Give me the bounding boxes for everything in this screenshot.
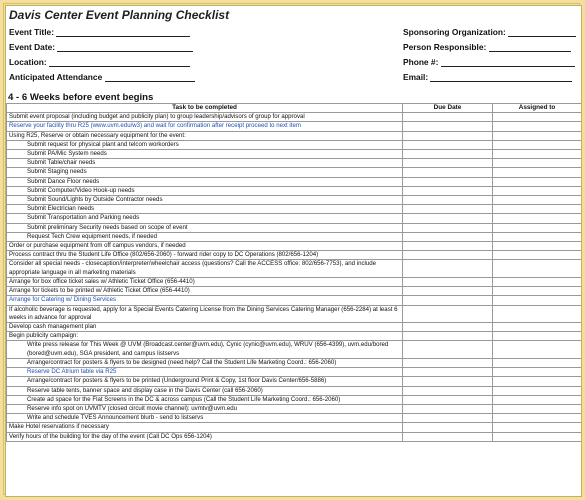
task-cell: Order or purchase equipment from off campus vendors, if needed: [7, 242, 403, 251]
task-link[interactable]: Reserve DC Atrium table via R25: [7, 368, 403, 377]
due-date-cell[interactable]: [403, 341, 493, 359]
due-date-cell[interactable]: [403, 131, 493, 140]
task-cell: Reserve info spot on UVMTV (closed circuit movie channel): uvmtv@uvm.edu: [7, 404, 403, 413]
task-link[interactable]: Arrange for Catering w/ Dining Services: [7, 296, 403, 305]
table-row: [7, 223, 582, 232]
task-cell: Arrange/contract for posters & flyers to be printed (Underground Print & Copy, 1st floor Davis Center/656-5886): [7, 377, 403, 386]
assigned-to-cell[interactable]: [493, 368, 582, 377]
assigned-to-cell[interactable]: [493, 177, 582, 186]
assigned-to-cell[interactable]: [493, 122, 582, 131]
table-row: [7, 159, 582, 168]
table-row: [7, 214, 582, 223]
assigned-to-cell[interactable]: [493, 196, 582, 205]
task-cell: Verify hours of the building for the day of the event (Call DC Ops 656-1204): [7, 432, 403, 441]
due-date-cell[interactable]: [403, 242, 493, 251]
field-line: [430, 73, 572, 82]
task-cell: Using R25, Reserve or obtain necessary equipment for the event:: [7, 131, 403, 140]
due-date-cell[interactable]: [403, 305, 493, 323]
task-cell: Submit Electrician needs: [7, 205, 403, 214]
field-label: Event Date:: [9, 42, 56, 52]
assigned-to-cell[interactable]: [493, 305, 582, 323]
table-row: [7, 323, 582, 332]
assigned-to-cell[interactable]: [493, 432, 582, 441]
table-row: [7, 395, 582, 404]
table-row: [7, 196, 582, 205]
assigned-to-cell[interactable]: [493, 296, 582, 305]
assigned-to-cell[interactable]: [493, 131, 582, 140]
task-cell: Arrange for box office ticket sales w/ Athletic Ticket Office (656-4410): [7, 277, 403, 286]
table-row: [7, 277, 582, 286]
task-cell: Make Hotel reservations if necessary: [7, 423, 403, 432]
sponsoring-organization-field[interactable]: [403, 27, 576, 37]
assigned-to-cell[interactable]: [493, 404, 582, 413]
due-date-cell[interactable]: [403, 232, 493, 241]
assigned-to-cell[interactable]: [493, 323, 582, 332]
task-cell: Submit PA/Mic System needs: [7, 150, 403, 159]
assigned-to-cell[interactable]: [493, 260, 582, 278]
task-cell: Write and schedule TVES Announcement blurb - send to listservs: [7, 414, 403, 423]
due-date-cell[interactable]: [403, 404, 493, 413]
task-link[interactable]: Reserve your facility thru R25 (www.uvm.edu/w3) and wait for confirmation after receipt proceed to next item: [7, 122, 403, 131]
assigned-to-cell[interactable]: [493, 277, 582, 286]
due-date-cell[interactable]: [403, 414, 493, 423]
table-row: [7, 368, 582, 377]
field-line: [57, 43, 193, 52]
table-row: [7, 358, 582, 367]
location-field[interactable]: [9, 57, 190, 67]
table-row: [7, 205, 582, 214]
email-field[interactable]: [403, 72, 572, 82]
due-date-cell[interactable]: [403, 205, 493, 214]
assigned-to-cell[interactable]: [493, 386, 582, 395]
table-row: [7, 260, 582, 278]
assigned-to-cell[interactable]: [493, 341, 582, 359]
task-cell: Develop cash management plan: [7, 323, 403, 332]
assigned-to-cell[interactable]: [493, 377, 582, 386]
field-label: Phone #:: [403, 57, 439, 67]
field-label: Email:: [403, 72, 429, 82]
task-cell: Arrange for tickets to be printed w/ Athletic Ticket Office (656-4410): [7, 287, 403, 296]
table-header-row: [7, 104, 582, 113]
due-date-cell[interactable]: [403, 186, 493, 195]
task-cell: Submit request for physical plant and telcom workorders: [7, 140, 403, 149]
table-row: [7, 423, 582, 432]
field-line: [56, 28, 190, 37]
due-date-cell[interactable]: [403, 113, 493, 122]
due-date-cell[interactable]: [403, 358, 493, 367]
task-cell: Write press release for This Week @ UVM (Broadcast.center@uvm.edu), Cynic (cynic@uvm.edu), WRUV (656-4399), uvm.edu/bored (bored@uvm.edu), SGA president, and campus listservs: [7, 341, 403, 359]
assigned-to-cell[interactable]: [493, 168, 582, 177]
assigned-to-cell[interactable]: [493, 423, 582, 432]
table-row: [7, 113, 582, 122]
due-date-cell[interactable]: [403, 287, 493, 296]
due-date-cell[interactable]: [403, 377, 493, 386]
event-date-field[interactable]: [9, 42, 193, 52]
section-heading: 4 - 6 Weeks before event begins: [8, 92, 154, 103]
due-date-cell[interactable]: [403, 223, 493, 232]
table-row: [7, 186, 582, 195]
task-cell: Request Tech Crew equipment needs, if needed: [7, 232, 403, 241]
task-cell: Submit Computer/Video Hook-up needs: [7, 186, 403, 195]
event-title-field[interactable]: [9, 27, 190, 37]
table-row: [7, 386, 582, 395]
field-label: Anticipated Attendance: [9, 72, 103, 82]
due-date-cell[interactable]: [403, 423, 493, 432]
due-date-cell[interactable]: [403, 177, 493, 186]
due-date-cell[interactable]: [403, 251, 493, 260]
assigned-to-cell[interactable]: [493, 159, 582, 168]
checklist-sheet: [5, 5, 582, 497]
assigned-to-column-header: Assigned to: [493, 104, 582, 113]
task-table: [6, 103, 582, 442]
table-row: [7, 131, 582, 140]
due-date-cell[interactable]: [403, 368, 493, 377]
task-column-header: Task to be completed: [7, 104, 403, 113]
anticipated-attendance-field[interactable]: [9, 72, 195, 82]
field-line: [49, 58, 190, 67]
assigned-to-cell[interactable]: [493, 113, 582, 122]
table-row: [7, 332, 582, 341]
task-cell: Create ad space for the Flat Screens in the DC & across campus (Call the Student Life Marketing Coord.: 656-2060): [7, 395, 403, 404]
due-date-cell[interactable]: [403, 214, 493, 223]
table-row: [7, 168, 582, 177]
task-cell: Consider all special needs - closecaption/interpreter/wheelchair access (questions? Call the ACCESS office: 802/656-7753), and include appropriate language in all marketing materials: [7, 260, 403, 278]
assigned-to-cell[interactable]: [493, 214, 582, 223]
task-cell: Arrange/contract for posters & flyers to be designed (need help? Call the Student Life Marketing Coord.: 656-2060): [7, 358, 403, 367]
table-row: [7, 377, 582, 386]
table-row: [7, 404, 582, 413]
assigned-to-cell[interactable]: [493, 242, 582, 251]
table-row: [7, 150, 582, 159]
field-label: Location:: [9, 57, 47, 67]
task-cell: Submit Transportation and Parking needs: [7, 214, 403, 223]
assigned-to-cell[interactable]: [493, 358, 582, 367]
page-title: Davis Center Event Planning Checklist: [9, 8, 230, 22]
assigned-to-cell[interactable]: [493, 186, 582, 195]
person-responsible-field[interactable]: [403, 42, 571, 52]
assigned-to-cell[interactable]: [493, 287, 582, 296]
task-cell: Submit Sound/Lights by Outside Contractor needs: [7, 196, 403, 205]
due-date-column-header: Due Date: [403, 104, 493, 113]
due-date-cell[interactable]: [403, 296, 493, 305]
table-row: [7, 140, 582, 149]
due-date-cell[interactable]: [403, 260, 493, 278]
table-row: [7, 242, 582, 251]
field-line: [489, 43, 571, 52]
task-cell: Begin publicity campaign:: [7, 332, 403, 341]
task-cell: If alcoholic beverage is requested, apply for a Special Events Catering License from the Dining Services Catering Manager (656-2284) at least 6 weeks in advance for approval: [7, 305, 403, 323]
field-line: [441, 58, 575, 67]
task-cell: Submit Dance Floor needs: [7, 177, 403, 186]
table-row: [7, 122, 582, 131]
table-row: [7, 251, 582, 260]
assigned-to-cell[interactable]: [493, 150, 582, 159]
due-date-cell[interactable]: [403, 332, 493, 341]
field-label: Person Responsible:: [403, 42, 487, 52]
table-row: [7, 432, 582, 441]
assigned-to-cell[interactable]: [493, 414, 582, 423]
due-date-cell[interactable]: [403, 386, 493, 395]
due-date-cell[interactable]: [403, 150, 493, 159]
due-date-cell[interactable]: [403, 395, 493, 404]
assigned-to-cell[interactable]: [493, 395, 582, 404]
assigned-to-cell[interactable]: [493, 205, 582, 214]
task-cell: Process contract thru the Student Life Office (802/656-2060) - forward rider copy to DC Operations (802/656-1204): [7, 251, 403, 260]
due-date-cell[interactable]: [403, 159, 493, 168]
table-row: [7, 287, 582, 296]
phone-field[interactable]: [403, 57, 575, 67]
table-row: [7, 341, 582, 359]
table-row: [7, 177, 582, 186]
table-row: [7, 232, 582, 241]
field-line: [105, 73, 195, 82]
due-date-cell[interactable]: [403, 323, 493, 332]
due-date-cell[interactable]: [403, 432, 493, 441]
assigned-to-cell[interactable]: [493, 332, 582, 341]
table-row: [7, 296, 582, 305]
due-date-cell[interactable]: [403, 140, 493, 149]
field-line: [508, 28, 576, 37]
task-cell: Reserve table tents, banner space and display case in the Davis Center (call 656-2060): [7, 386, 403, 395]
task-cell: Submit Table/chair needs: [7, 159, 403, 168]
due-date-cell[interactable]: [403, 168, 493, 177]
task-cell: Submit event proposal (including budget and publicity plan) to group leadership/advisors of group for approval: [7, 113, 403, 122]
field-label: Sponsoring Organization:: [403, 27, 506, 37]
task-cell: Submit Staging needs: [7, 168, 403, 177]
table-row: [7, 414, 582, 423]
assigned-to-cell[interactable]: [493, 140, 582, 149]
due-date-cell[interactable]: [403, 277, 493, 286]
field-label: Event Title:: [9, 27, 54, 37]
assigned-to-cell[interactable]: [493, 223, 582, 232]
due-date-cell[interactable]: [403, 122, 493, 131]
assigned-to-cell[interactable]: [493, 232, 582, 241]
table-row: [7, 305, 582, 323]
task-list: [7, 113, 582, 442]
task-cell: Submit preliminary Security needs based on scope of event: [7, 223, 403, 232]
due-date-cell[interactable]: [403, 196, 493, 205]
assigned-to-cell[interactable]: [493, 251, 582, 260]
